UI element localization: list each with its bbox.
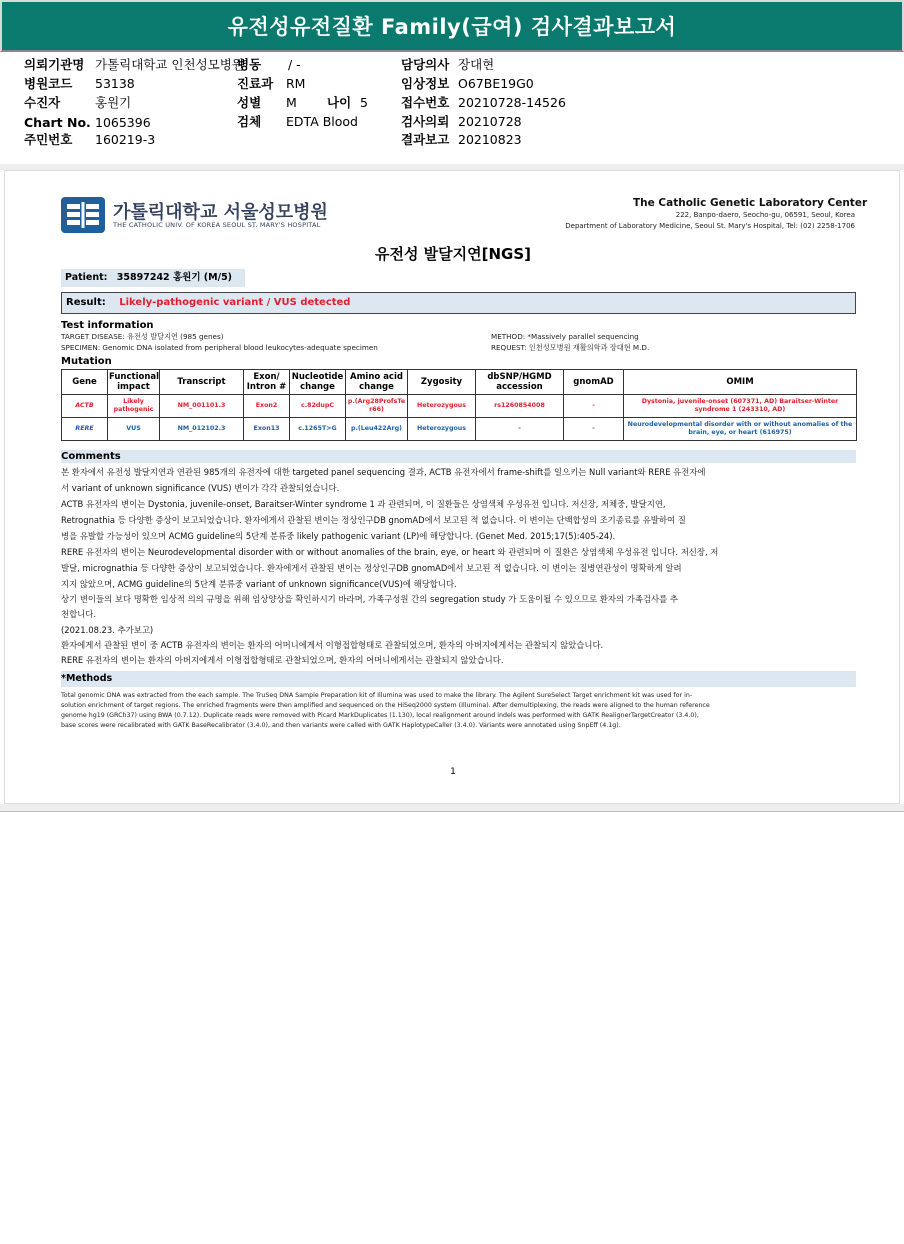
page-number: 1 — [450, 767, 456, 777]
lab-center-address: 222, Banpo-daero, Seocho-gu, 06591, Seoul, Korea — [675, 211, 855, 219]
report-document — [4, 170, 900, 804]
hospital-logo — [61, 197, 105, 233]
mutation-table — [61, 369, 857, 441]
comment-line: 본 환자에서 유전성 발달지연과 연관된 985개의 유전자에 대한 targeted panel sequencing 결과, ACTB 유전자에서 frame-shift를 일으키는 Null variant와 RERE 유전자에 — [61, 467, 706, 477]
column-header: gnomAD — [564, 370, 624, 395]
lab-center-name: The Catholic Genetic Laboratory Center — [633, 197, 868, 209]
column-header: Nucleotide change — [290, 370, 346, 395]
header-label: Chart No. — [24, 115, 91, 130]
divider — [0, 804, 904, 812]
result-label: Result: — [66, 297, 106, 308]
column-header: Functional impact — [108, 370, 160, 395]
comment-line: Retrognathia 등 다양한 증상이 보고되었습니다. 환자에게서 관찰된 변이는 정상인구DB gnomAD에서 보고된 적 없습니다. 이 변이는 단백합성의 조기종료를 유발하여 질 — [61, 515, 686, 525]
header-label: 성별 — [237, 95, 262, 110]
cell-dbsnp: - — [476, 418, 564, 441]
comment-line: ACTB 유전자의 변이는 Dystonia, juvenile-onset, Baraitser-Winter syndrome 1 과 관련되며, 이 질환들은 상염색체 우성유전 입니다. 저신장, 저체중, 발달지연, — [61, 499, 666, 509]
result-value: Likely-pathogenic variant / VUS detected — [119, 297, 351, 308]
cell-impact: Likely pathogenic — [108, 395, 160, 418]
column-header: dbSNP/HGMD accession — [476, 370, 564, 395]
comment-line: RERE 유전자의 변이는 환자의 아버지에게서 이형접합형태로 관찰되었으며, 환자의 어머니에게서는 관찰되지 않았습니다. — [61, 655, 504, 665]
cell-omim: Dystonia, juvenile-onset (607371, AD) Baraitser-Winter syndrome 1 (243310, AD) — [624, 395, 857, 418]
header-value: 홍원기 — [95, 95, 132, 110]
target-disease: TARGET DISEASE: 유전성 발달지연 (985 genes) — [61, 332, 224, 341]
cell-nucleotide: c.82dupC — [290, 395, 346, 418]
patient-band — [61, 269, 245, 287]
comment-line: 병을 유발할 가능성이 있으며 ACMG guideline의 5단계 분류중 likely pathogenic variant (LP)에 해당합니다. (Genet Med. 2015;17(5):405-24). — [61, 531, 616, 541]
column-header: Amino acid change — [346, 370, 408, 395]
header-label: 주민번호 — [24, 132, 73, 147]
report-header — [0, 52, 904, 165]
cell-gene: ACTB — [62, 395, 108, 418]
header-value: 가톨릭대학교 인천성모병원 — [95, 57, 244, 72]
column-header: Zygosity — [408, 370, 476, 395]
table-header-row — [62, 370, 857, 395]
header-value: RM — [286, 76, 306, 91]
header-value: 20210823 — [458, 132, 522, 147]
hospital-subtitle: THE CATHOLIC UNIV. OF KOREA SEOUL ST. MARY'S HOSPITAL — [113, 221, 321, 229]
header-value: 160219-3 — [95, 132, 156, 147]
cell-exon: Exon13 — [244, 418, 290, 441]
cell-transcript: NM_001101.3 — [160, 395, 244, 418]
header-value: 53138 — [95, 76, 135, 91]
comment-line: 지지 않았으며, ACMG guideline의 5단계 분류중 variant of unknown significance(VUS)에 해당합니다. — [61, 579, 457, 589]
hospital-name: 가톨릭대학교 서울성모병원 — [113, 202, 328, 223]
request: REQUEST: 인천성모병원 재활의학과 장대현 M.D. — [491, 343, 650, 352]
document-title: 유전성 발달지연[NGS] — [374, 245, 532, 263]
header-label: 접수번호 — [401, 95, 450, 110]
cell-gene: RERE — [62, 418, 108, 441]
header-value: 20210728-14526 — [458, 95, 566, 110]
methods-heading: *Methods — [61, 671, 856, 687]
header-value: / - — [288, 57, 301, 72]
comment-line: 천합니다. — [61, 609, 97, 619]
header-label: 나이 — [327, 95, 352, 110]
cell-omim: Neurodevelopmental disorder with or without anomalies of the brain, eye, or heart (616975) — [624, 418, 857, 441]
column-header: OMIM — [624, 370, 857, 395]
patient-value: 35897242 홍원기 (M/5) — [116, 272, 233, 283]
header-label: 결과보고 — [401, 132, 450, 147]
header-label: 병동 — [237, 57, 262, 72]
header-value: 5 — [360, 95, 368, 110]
header-label: 수진자 — [24, 95, 61, 110]
method: METHOD: *Massively parallel sequencing — [491, 332, 639, 341]
cell-zygosity: Heterozygous — [408, 418, 476, 441]
table-row — [62, 395, 857, 418]
header-value: 1065396 — [95, 115, 151, 130]
methods-line: genome hg19 (GRCh37) using BWA (0.7.12). Duplicate reads were removed with Picard MarkDuplicates (1.130), local realignment around indels was performed with GATK RealignerTargetCreator (3.4.0), — [61, 712, 699, 719]
test-info-heading: Test information — [61, 320, 154, 331]
column-header: Gene — [62, 370, 108, 395]
comment-line: 상기 변이들의 보다 명확한 임상적 의의 규명을 위해 임상양상을 확인하시기 바라며, 가족구성원 간의 segregation study 가 도움이될 수 있으므로 환자의 가족검사를 추 — [61, 594, 678, 604]
comments-heading: Comments — [61, 450, 856, 463]
header-value: 20210728 — [458, 114, 522, 129]
column-header: Exon/ Intron # — [244, 370, 290, 395]
cell-gnomad: - — [564, 418, 624, 441]
cell-nucleotide: c.1265T>G — [290, 418, 346, 441]
header-value: M — [286, 95, 297, 110]
report-title: 유전성유전질환 Family(급여) 검사결과보고서 — [0, 0, 904, 52]
specimen: SPECIMEN: Genomic DNA isolated from peripheral blood leukocytes-adequate specimen — [61, 343, 378, 352]
header-label: 병원코드 — [24, 76, 73, 91]
comment-line: 발달, micrognathia 등 다양한 증상이 보고되었습니다. 환자에게서 관찰된 변이는 정상인구DB gnomAD에서 보고된 적 없습니다. 이 변이는 질병연관성이 명확하게 알려 — [61, 563, 682, 573]
comment-line: 서 variant of unknown significance (VUS) 변이가 각각 관찰되었습니다. — [61, 483, 340, 493]
methods-line: solution enrichment of target regions. The enriched fragments were then amplified and sequenced on the HiSeq2000 system (Illumina). After demultiplexing, the reads were aligned to the human reference — [61, 702, 710, 709]
patient-label: Patient: — [65, 272, 108, 283]
header-label: 의뢰기관명 — [24, 57, 85, 72]
header-value: O67BE19G0 — [458, 76, 534, 91]
methods-line: Total genomic DNA was extracted from the each sample. The TruSeq DNA Sample Preparation kit of Illumina was used to make the library. The Agilent SureSelect Target enrichment kit was used for in- — [61, 692, 693, 699]
comment-line: RERE 유전자의 변이는 Neurodevelopmental disorder with or without anomalies of the brain, eye, or heart 와 관련되며 이 질환은 상염색체 우성유전 입니다. 저신장, 저 — [61, 547, 719, 557]
cell-amino-acid: p.(Leu422Arg) — [346, 418, 408, 441]
table-row — [62, 418, 857, 441]
header-value: 장대현 — [458, 57, 495, 72]
header-value: EDTA Blood — [286, 114, 358, 129]
header-label: 담당의사 — [401, 57, 450, 72]
cell-dbsnp: rs1260854008 — [476, 395, 564, 418]
comment-line: 환자에게서 관찰된 변이 중 ACTB 유전자의 변이는 환자의 어머니에게서 이형접합형태로 관찰되었으며, 환자의 아버지에게서는 관찰되지 않았습니다. — [61, 640, 604, 650]
header-label: 진료과 — [237, 76, 274, 91]
cell-amino-acid: p.(Arg28ProfsTer66) — [346, 395, 408, 418]
column-header: Transcript — [160, 370, 244, 395]
cell-gnomad: - — [564, 395, 624, 418]
cell-transcript: NM_012102.3 — [160, 418, 244, 441]
cell-zygosity: Heterozygous — [408, 395, 476, 418]
header-label: 임상정보 — [401, 76, 450, 91]
cell-exon: Exon2 — [244, 395, 290, 418]
mutation-heading: Mutation — [61, 356, 112, 367]
lab-center-department: Department of Laboratory Medicine, Seoul St. Mary's Hospital, Tel: (02) 2258-1706 — [565, 222, 855, 230]
result-band — [61, 292, 856, 314]
header-label: 검체 — [237, 114, 262, 129]
cell-impact: VUS — [108, 418, 160, 441]
comment-line: (2021.08.23. 추가보고) — [61, 625, 154, 635]
methods-line: base scores were recalibrated with GATK BaseRecalibrator (3.4.0), and then variants were called with GATK HaplotypeCaller (3.4.0). Variants were annotated using SnpEff (4.1g). — [61, 722, 621, 729]
header-label: 검사의뢰 — [401, 114, 450, 129]
